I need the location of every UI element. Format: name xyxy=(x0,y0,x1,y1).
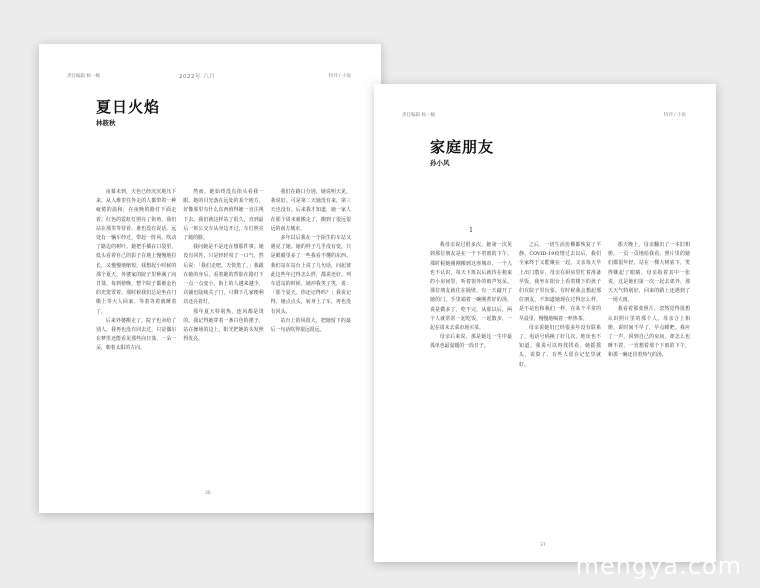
article-author: 孙小风 xyxy=(430,159,450,167)
left-page-header-editor: 责任编辑 杨一楠 xyxy=(67,74,100,79)
right-page xyxy=(374,84,716,562)
right-page-header-editor: 责任编辑 杨一楠 xyxy=(402,113,435,118)
paragraph: 母亲说她们已经很多年没有联系了，电话号码换了好几次，地址也不知道。我说可以再找找看，她摇摇头，说算了，有些人留在记忆里就好。 xyxy=(519,324,601,368)
left-page-header-issue: 2022年 六月 xyxy=(179,74,216,80)
article-author: 林筱秋 xyxy=(96,119,116,127)
paragraph: 夜幕未到，天色已经沉沉地压下来。从人堆里往外走的人都带着一种疲倦的温和，在夜晚的路灯下面走着。红色的霓虹灯照亮了街角，我们站在那里等待着，谁也没有说话。远处有一辆车经过，带起一阵风，吹动了路边的树叶。她把手插在口袋里，低头看着自己的影子在地上慢慢地拉长，又慢慢地缩短。我想起小时候的那个夏天，外婆家的院子里种满了向日葵，每到傍晚，整个院子都被金色的光笼罩着。那时候我们总是坐在门槛上等大人回家，等着等着就睡着了。 xyxy=(96,189,177,315)
text-column xyxy=(430,226,512,536)
paragraph: 多年以后我在一个陌生的车站又遇见了她。她的样子几乎没有变，只是眼睛里多了一些我看不懂的东西。我们站在站台上说了几句话，问起彼此这些年过得怎么样，都说还好。列车进站的时候，她冲我笑了笑，说：「那个夏天，你还记得吗？」我说记得。她点点头，转身上了车，再也没有回头。 xyxy=(270,235,351,315)
paragraph: 我们在路口分别，她说明天见，我说好。可是第二天她没有来，第三天也没有。后来我才知道，她一家人在那个周末就搬走了，搬到了很远很远的南方城市。 xyxy=(270,189,351,232)
paragraph: 后来外婆搬走了，院子也卖给了别人。我再也没有回去过，只是偶尔在梦里还能看见那些向日葵，一朵一朵，朝着太阳的方向。 xyxy=(96,317,177,352)
paragraph: 站台上的风很大，把她留下的最后一句话吹得很远很远。 xyxy=(270,317,351,334)
left-page xyxy=(39,44,381,513)
text-column xyxy=(183,188,263,483)
article-title: 家庭朋友 xyxy=(430,138,495,156)
site-watermark: mengya.com xyxy=(575,552,742,580)
left-page-number: 36 xyxy=(205,491,211,496)
text-column xyxy=(271,188,351,483)
left-page-header-section: 特刊 / 小说 xyxy=(328,74,351,79)
paragraph: 我问她是不是还在想那件事。她没有回答，只是轻轻叹了一口气，然后说：「我们走吧，天快黑了。」我跟在她的身后，看着她的背影在路灯下一点一点变小。街上的人越来越少，店铺也陆续关了门，只剩下几家便利店还亮着灯。 xyxy=(183,244,264,306)
section-number: 1 xyxy=(469,227,473,234)
text-column xyxy=(96,188,176,483)
article-title: 夏日火焰 xyxy=(96,98,161,116)
paragraph: 然而，她始终没有抬头看我一眼。她的目光落在远处的某个地方，好像那里有什么东西值得她一直注视下去。我们就这样站了很久，直到最后一班公交车从身边开过，车灯照亮了她的脸。 xyxy=(183,189,264,242)
paragraph: 母亲后来说，那是她这一生中最孤单也最温暖的一段日子。 xyxy=(430,334,512,350)
paragraph: 那天晚上，母亲翻出了一本旧相册，一页一页地给我看。照片里的她们都很年轻，站在一棵大树底下，笑得眯起了眼睛。母亲指着其中一张说，这是她们第一次一起去郊外，那天天气特别好，回来的路上还遇到了一场大雨。 xyxy=(608,242,690,304)
text-column xyxy=(608,226,690,536)
paragraph: 我看着那张照片，忽然觉得很想认识照片里的那个人。母亲合上相册，说时间不早了，早点睡吧。我应了一声，回到自己的房间，却怎么也睡不着，一直想着那个下雨的下午，和那一碗还冒着热气的汤。 xyxy=(608,306,690,359)
right-page-number: 37 xyxy=(540,543,546,548)
right-page-header-section: 特刊 / 小说 xyxy=(663,113,686,118)
paragraph: 我母亲说过很多次，她第一次见到那位朋友是在一个下着雨的下午。那时候她刚刚搬到这座城市，一个人也不认识，每天下班以后就待在租来的小房间里，听着窗外的雨声发呆。那位朋友就住在隔壁，有一天敲开了她的门，手里端着一碗刚煮好的汤，说是做多了，吃不完。从那以后，两个人就常常一起吃饭，一起散步，一起在周末去菜市场买菜。 xyxy=(430,242,512,332)
paragraph: 之后，一切生活仿佛都恢复了平静。COVID-19疫情过去以后，我们全家终于又能聚在一起。父亲每天早上出门散步，母亲在厨房里忙着准备早饭，我坐在阳台上看着楼下的孩子们在院子里玩耍。有时候我会想起那位朋友，不知道她现在过得怎么样，是不是也和我们一样，在某个平常的早晨里，慢慢地喝着一杯热茶。 xyxy=(519,242,601,322)
right-page-body xyxy=(430,226,690,536)
paragraph: 那年夏天特别热，连风都是烫的。我记得她穿着一条白色的裙子，站在操场的边上，阳光把她的头发照得发亮。 xyxy=(183,308,264,343)
left-page-body xyxy=(96,188,351,483)
text-column xyxy=(519,226,601,536)
